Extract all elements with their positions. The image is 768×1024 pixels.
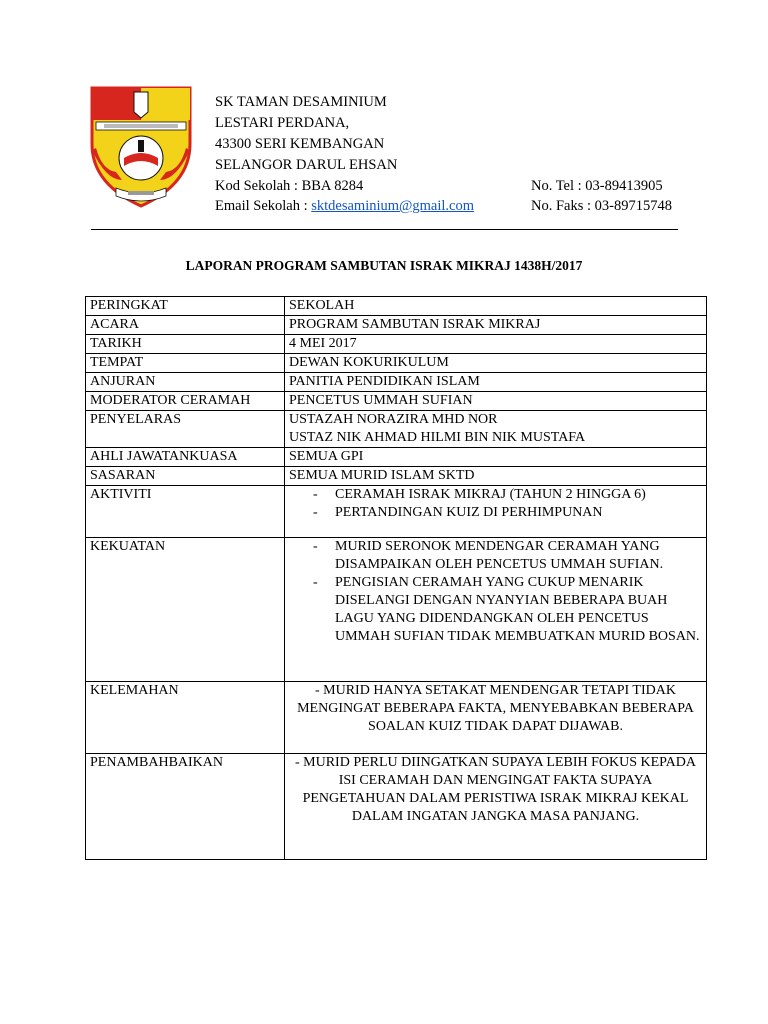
- row-value: PANITIA PENDIDIKAN ISLAM: [285, 373, 707, 392]
- school-tel: No. Tel : 03-89413905: [531, 178, 663, 194]
- row-value: SEMUA GPI: [285, 448, 707, 467]
- school-code: Kod Sekolah : BBA 8284: [215, 178, 364, 194]
- list-item: - PENGISIAN CERAMAH YANG CUKUP MENARIK DISELANGI DENGAN NYANYIAN BEBERAPA BUAH LAGU YANG DIDENDANGKAN OLEH PENCETUS UMMAH SUFIAN TIDAK MEMBUATKAN MURID BOSAN.: [289, 574, 702, 646]
- school-address-line1: LESTARI PERDANA,: [215, 115, 350, 131]
- school-address-line2: 43300 SERI KEMBANGAN: [215, 136, 385, 152]
- email-label: Email Sekolah :: [215, 198, 312, 214]
- table-row: [86, 373, 707, 392]
- row-value: [285, 486, 707, 538]
- strengths-list: [289, 538, 702, 646]
- table-row: [86, 682, 707, 754]
- table-row: [86, 754, 707, 860]
- row-label: PERINGKAT: [86, 297, 285, 316]
- list-item: - CERAMAH ISRAK MIKRAJ (TAHUN 2 HINGGA 6): [289, 486, 702, 504]
- school-email-line: [215, 196, 474, 216]
- school-name: SK TAMAN DESAMINIUM: [215, 94, 387, 110]
- row-label: KELEMAHAN: [86, 682, 285, 754]
- table-row: [86, 538, 707, 682]
- coordinator-2: USTAZ NIK AHMAD HILMI BIN NIK MUSTAFA: [289, 430, 586, 445]
- school-crest-logo: [86, 84, 196, 212]
- row-label: ACARA: [86, 316, 285, 335]
- report-table: [85, 296, 707, 860]
- row-label: TEMPAT: [86, 354, 285, 373]
- row-label: SASARAN: [86, 467, 285, 486]
- row-label: PENAMBAHBAIKAN: [86, 754, 285, 860]
- coordinator-1: USTAZAH NORAZIRA MHD NOR: [289, 412, 498, 427]
- report-title: LAPORAN PROGRAM SAMBUTAN ISRAK MIKRAJ 1438H/2017: [185, 258, 583, 273]
- table-row: [86, 392, 707, 411]
- table-row: [86, 411, 707, 448]
- row-value: [285, 411, 707, 448]
- table-row: [86, 316, 707, 335]
- table-row: [86, 297, 707, 316]
- row-label: AHLI JAWATANKUASA: [86, 448, 285, 467]
- table-row: [86, 335, 707, 354]
- list-item: - PERTANDINGAN KUIZ DI PERHIMPUNAN: [289, 504, 702, 522]
- table-row: [86, 467, 707, 486]
- table-row: [86, 486, 707, 538]
- row-value: - MURID PERLU DIINGATKAN SUPAYA LEBIH FOKUS KEPADA ISI CERAMAH DAN MENGINGAT FAKTA SUPAYA PENGETAHUAN DALAM PERISTIWA ISRAK MIKRAJ KEKAL DALAM INGATAN JANGKA MASA PANJANG.: [285, 754, 707, 860]
- row-value: SEMUA MURID ISLAM SKTD: [285, 467, 707, 486]
- school-fax: No. Faks : 03-89715748: [531, 198, 672, 214]
- row-value: PROGRAM SAMBUTAN ISRAK MIKRAJ: [285, 316, 707, 335]
- row-value: - MURID HANYA SETAKAT MENDENGAR TETAPI TIDAK MENGINGAT BEBERAPA FAKTA, MENYEBABKAN BEBERAPA SOALAN KUIZ TIDAK DAPAT DIJAWAB.: [285, 682, 707, 754]
- row-label: ANJURAN: [86, 373, 285, 392]
- row-label: MODERATOR CERAMAH: [86, 392, 285, 411]
- row-value: PENCETUS UMMAH SUFIAN: [285, 392, 707, 411]
- list-item: - MURID SERONOK MENDENGAR CERAMAH YANG DISAMPAIKAN OLEH PENCETUS UMMAH SUFIAN.: [289, 538, 702, 574]
- school-address-line3: SELANGOR DARUL EHSAN: [215, 157, 398, 173]
- table-row: [86, 448, 707, 467]
- activity-list: [289, 486, 702, 522]
- row-label: KEKUATAN: [86, 538, 285, 682]
- row-value: [285, 538, 707, 682]
- header-divider: [91, 229, 678, 230]
- row-label: TARIKH: [86, 335, 285, 354]
- email-link[interactable]: sktdesaminium@gmail.com: [311, 198, 475, 214]
- row-value: SEKOLAH: [285, 297, 707, 316]
- row-value: 4 MEI 2017: [285, 335, 707, 354]
- row-label: PENYELARAS: [86, 411, 285, 448]
- row-label: AKTIVITI: [86, 486, 285, 538]
- table-row: [86, 354, 707, 373]
- row-value: DEWAN KOKURIKULUM: [285, 354, 707, 373]
